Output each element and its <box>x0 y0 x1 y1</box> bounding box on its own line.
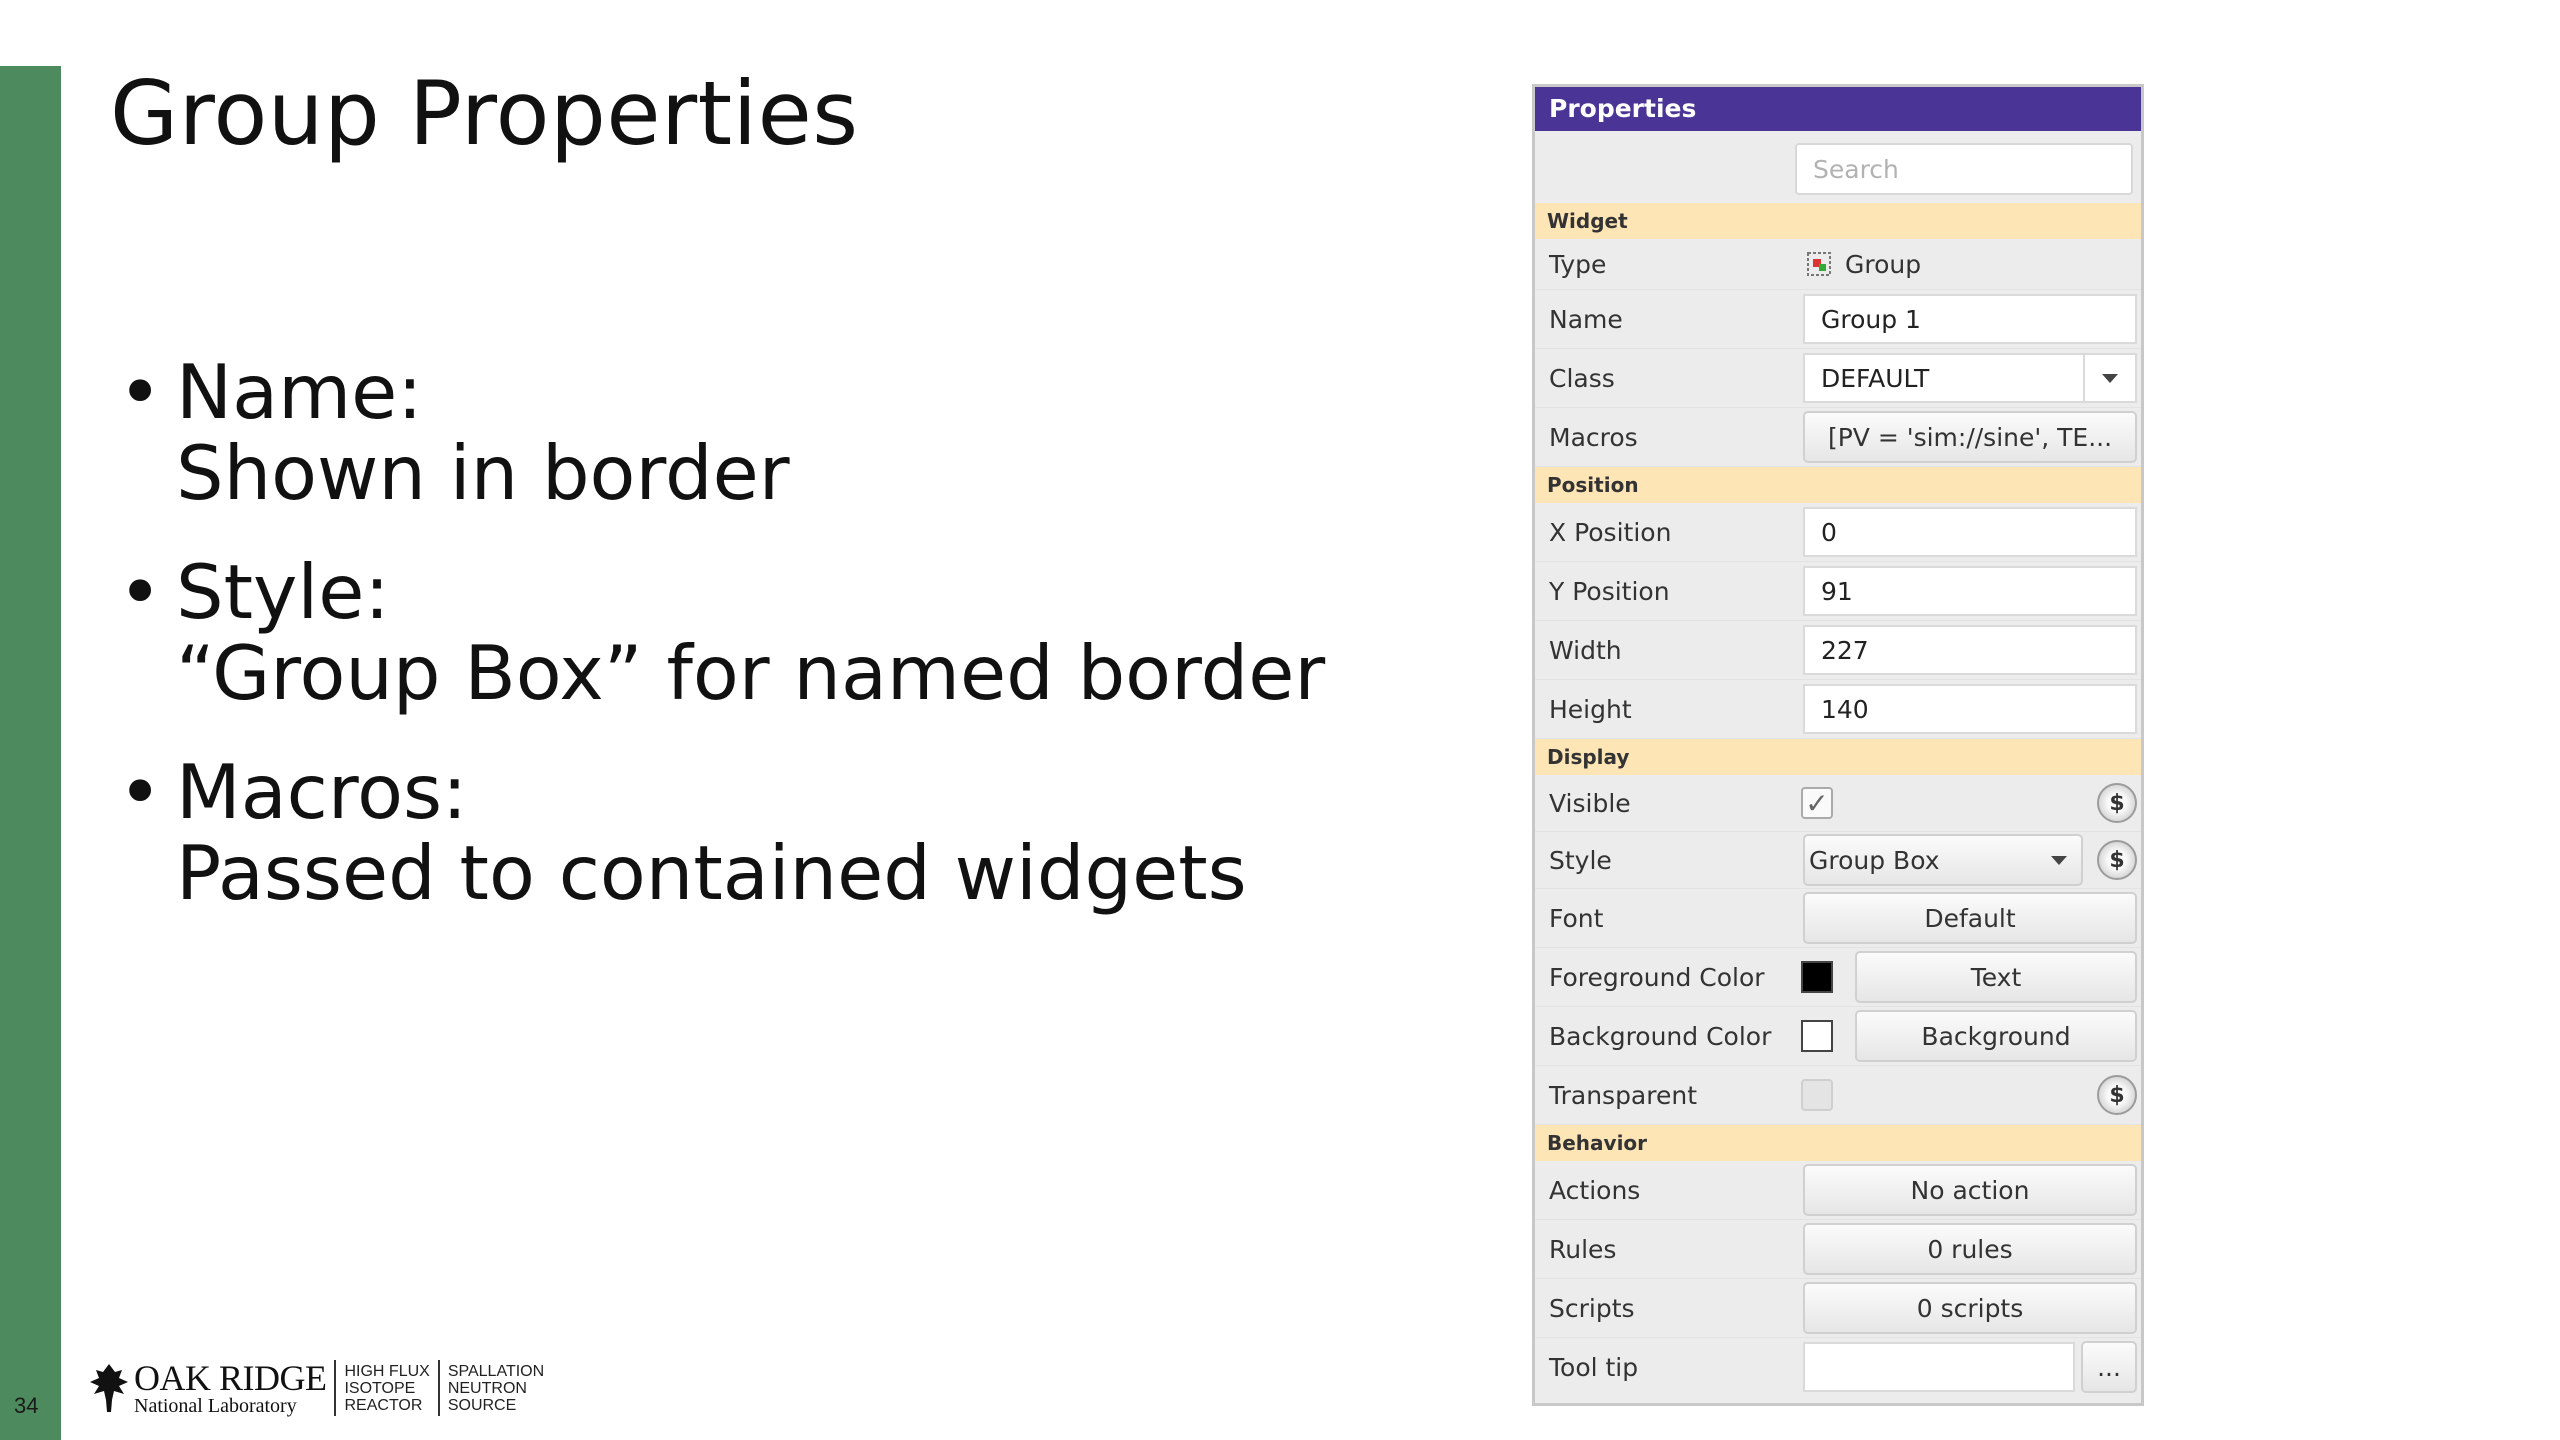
rules-value <box>1803 1220 2137 1278</box>
tooltip-edit-button[interactable]: ... <box>2081 1341 2137 1393</box>
visible-value <box>1801 775 1833 831</box>
logo-name: OAK RIDGE <box>134 1358 327 1398</box>
prop-label: Rules <box>1549 1234 1617 1264</box>
bullet-name <box>118 348 1325 517</box>
prop-row-height <box>1535 680 2141 739</box>
pv-binding-icon[interactable]: $ <box>2097 840 2137 880</box>
prop-label: Foreground Color <box>1549 962 1765 992</box>
sidebar-strip <box>0 66 61 1440</box>
tooltip-edit-cell <box>2081 1338 2137 1396</box>
actions-button[interactable]: No action <box>1803 1164 2137 1216</box>
logo-wordmark <box>134 1360 326 1416</box>
tooltip-value <box>1803 1338 2075 1396</box>
scripts-value <box>1803 1279 2137 1337</box>
x-value <box>1803 503 2137 561</box>
chevron-down-icon <box>2051 856 2067 865</box>
background-color-button[interactable]: Background <box>1855 1010 2137 1062</box>
type-value <box>1805 239 1921 289</box>
logo-hfir-line: REACTOR <box>344 1396 423 1414</box>
logo-divider <box>334 1360 336 1416</box>
prop-row-style <box>1535 832 2141 889</box>
prop-row-font <box>1535 889 2141 948</box>
class-value <box>1803 349 2137 407</box>
prop-label: Y Position <box>1549 576 1670 606</box>
group-widget-icon <box>1805 250 1833 278</box>
scripts-button[interactable]: 0 scripts <box>1803 1282 2137 1334</box>
background-color-swatch <box>1801 1020 1833 1052</box>
prop-row-width <box>1535 621 2141 680</box>
section-position: Position <box>1535 467 2141 503</box>
x-position-field[interactable]: 0 <box>1803 507 2137 557</box>
actions-value <box>1803 1161 2137 1219</box>
ornl-logo <box>88 1358 544 1418</box>
pv-binding-icon[interactable]: $ <box>2097 783 2137 823</box>
style-dropdown-text: Group Box <box>1809 845 1940 875</box>
prop-label: Tool tip <box>1549 1352 1639 1382</box>
bullet-heading: Name: <box>176 348 423 436</box>
font-button[interactable]: Default <box>1803 892 2137 944</box>
prop-row-rules <box>1535 1220 2141 1279</box>
style-dropdown[interactable] <box>1803 834 2083 886</box>
bullet-detail: Passed to contained widgets <box>176 829 1247 917</box>
search-input[interactable] <box>1795 143 2133 195</box>
foreground-color-button[interactable]: Text <box>1855 951 2137 1003</box>
prop-label: Font <box>1549 903 1604 933</box>
y-position-field[interactable]: 91 <box>1803 566 2137 616</box>
prop-label: Name <box>1549 304 1623 334</box>
background-swatch-cell <box>1801 1007 1833 1065</box>
logo-sns <box>448 1363 544 1414</box>
prop-label: Scripts <box>1549 1293 1635 1323</box>
chevron-down-icon[interactable] <box>2083 353 2135 403</box>
prop-row-actions <box>1535 1161 2141 1220</box>
class-combo-text: DEFAULT <box>1821 363 1930 393</box>
background-value <box>1855 1007 2137 1065</box>
section-widget: Widget <box>1535 203 2141 239</box>
prop-label: Width <box>1549 635 1622 665</box>
logo-subtitle: National Laboratory <box>134 1395 297 1417</box>
prop-label: X Position <box>1549 517 1672 547</box>
width-value <box>1803 621 2137 679</box>
prop-label: Actions <box>1549 1175 1641 1205</box>
prop-row-visible <box>1535 775 2141 832</box>
bullet-style <box>118 548 1326 717</box>
prop-label: Type <box>1549 249 1607 279</box>
prop-label: Height <box>1549 694 1632 724</box>
prop-row-macros <box>1535 408 2141 467</box>
logo-divider <box>438 1360 440 1416</box>
tooltip-field[interactable] <box>1803 1342 2075 1392</box>
prop-row-tooltip <box>1535 1338 2141 1396</box>
bullet-detail: Shown in border <box>176 429 790 517</box>
prop-label: Visible <box>1549 788 1631 818</box>
style-value <box>1803 832 2083 888</box>
bullet-heading: Macros: <box>176 748 468 836</box>
bullet-marker: • <box>118 548 163 636</box>
prop-row-transparent <box>1535 1066 2141 1125</box>
bullet-list <box>118 348 1326 952</box>
bullet-macros <box>118 748 1325 917</box>
height-field[interactable]: 140 <box>1803 684 2137 734</box>
search-row <box>1535 131 2141 203</box>
macros-value <box>1803 408 2137 466</box>
prop-row-y <box>1535 562 2141 621</box>
prop-label: Macros <box>1549 422 1638 452</box>
name-field[interactable]: Group 1 <box>1803 294 2137 344</box>
pv-binding-icon[interactable]: $ <box>2097 1075 2137 1115</box>
section-display: Display <box>1535 739 2141 775</box>
transparent-checkbox[interactable] <box>1801 1079 1833 1111</box>
logo-hfir-line: ISOTOPE <box>344 1379 416 1397</box>
logo-hfir <box>344 1363 429 1414</box>
oak-tree-icon <box>88 1362 130 1414</box>
logo-sns-line: SOURCE <box>447 1396 517 1414</box>
rules-button[interactable]: 0 rules <box>1803 1223 2137 1275</box>
macros-button[interactable]: [PV = 'sim://sine', TE... <box>1803 411 2137 463</box>
prop-label: Style <box>1549 845 1612 875</box>
bullet-detail: “Group Box” for named border <box>176 629 1326 717</box>
foreground-value <box>1855 948 2137 1006</box>
foreground-color-swatch <box>1801 961 1833 993</box>
width-field[interactable]: 227 <box>1803 625 2137 675</box>
prop-label: Class <box>1549 363 1615 393</box>
prop-row-foreground <box>1535 948 2141 1007</box>
prop-label: Transparent <box>1549 1080 1698 1110</box>
slide-title: Group Properties <box>110 62 859 165</box>
prop-row-class <box>1535 349 2141 408</box>
font-value <box>1803 889 2137 947</box>
height-value <box>1803 680 2137 738</box>
logo-hfir-line: HIGH FLUX <box>344 1362 430 1380</box>
prop-label: Background Color <box>1549 1021 1772 1051</box>
prop-row-scripts <box>1535 1279 2141 1338</box>
prop-row-name <box>1535 290 2141 349</box>
type-text: Group <box>1845 249 1922 279</box>
name-value <box>1803 290 2137 348</box>
logo-sns-line: NEUTRON <box>447 1379 527 1397</box>
prop-row-x <box>1535 503 2141 562</box>
section-behavior: Behavior <box>1535 1125 2141 1161</box>
logo-sns-line: SPALLATION <box>447 1362 545 1380</box>
slide-number: 34 <box>14 1393 39 1418</box>
class-combo[interactable] <box>1803 353 2137 403</box>
foreground-swatch-cell <box>1801 948 1833 1006</box>
y-value <box>1803 562 2137 620</box>
visible-checkbox[interactable]: ✓ <box>1801 787 1833 819</box>
bullet-marker: • <box>118 348 163 436</box>
panel-title: Properties <box>1535 87 2141 131</box>
transparent-value <box>1801 1066 1833 1124</box>
prop-row-type <box>1535 239 2141 290</box>
prop-row-background <box>1535 1007 2141 1066</box>
bullet-heading: Style: <box>176 548 390 636</box>
properties-panel <box>1532 84 2144 1406</box>
bullet-marker: • <box>118 748 163 836</box>
